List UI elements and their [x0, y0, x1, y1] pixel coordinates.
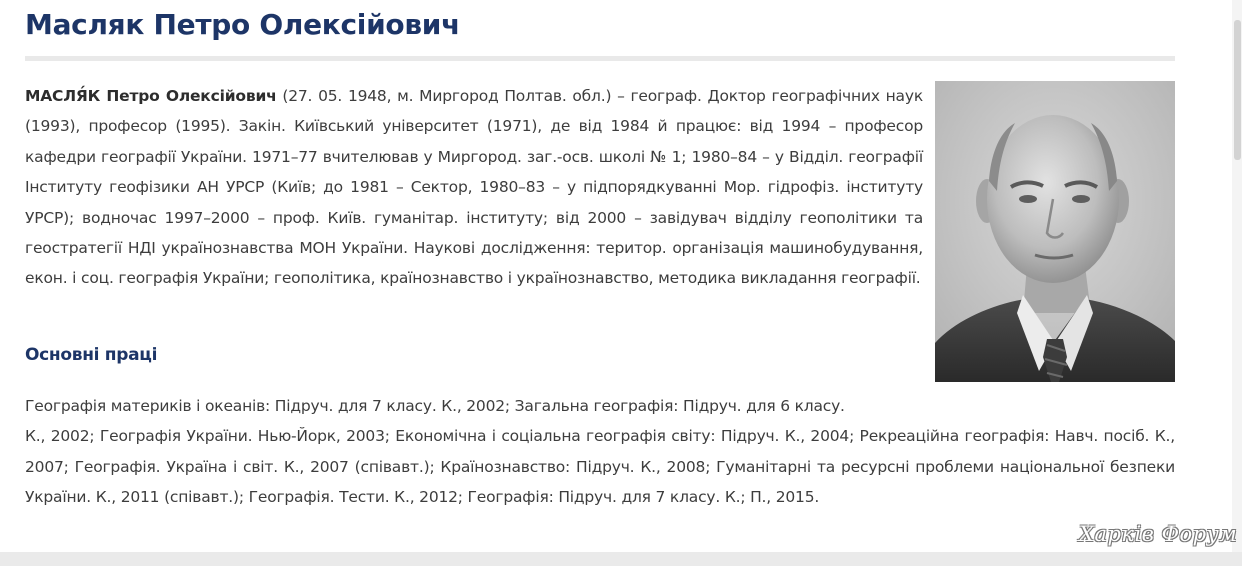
- works-list: К., 2002; Географія України. Нью-Йорк, 2003; Економічна і соціальна географія світу: Підруч. К., 2004; Рекреаційна географія: Навч. посіб. К., 2007; Географія. Україна і світ. К., 2007 (співавт.); Країнознавство: Підруч. К., 2008; Гуманітарні та ресурсні проблеми національної безпеки України. К., 2011 (співавт.); Географія. Тести. К., 2012; Географія: Підруч. для 7 класу. К.; П., 2015.: [25, 427, 1175, 506]
- title-divider: [25, 56, 1175, 61]
- works-list-first-line: Географія материків і океанів: Підруч. для 7 класу. К., 2002; Загальна географія: Підруч. для 6 класу.: [25, 397, 845, 415]
- bio-text: (27. 05. 1948, м. Миргород Полтав. обл.) – географ. Доктор географічних наук (1993), професор (1995). Закін. Київський університет (1971), де від 1984 й працює: від 1994 – професор кафедри географії України. 1971–77 вчителював у Миргород. заг.-осв. школі № 1; 1980–84 – у Відділ. географії Інституту геофізики АН УРСР (Київ; до 1981 – Сектор, 1980–83 – у підпорядкуванні Мор. гідрофіз. інституту УРСР); водночас 1997–2000 – проф. Київ. гуманітар. інституту; від 2000 – завідувач відділу геополітики та геостратегії НДІ українознавства МОН України. Наукові дослідження: територ. організація машинобудування, екон. і соц. географія України; геополітика, країнознавство і українознавство, методика викладання географії.: [25, 87, 923, 288]
- watermark-logo: Харків Форум: [1079, 522, 1238, 546]
- bio-name: МАСЛЯ́К Петро Олексійович: [25, 87, 277, 105]
- footer-band: [0, 552, 1242, 566]
- portrait-photo: [935, 81, 1175, 382]
- scrollbar-thumb[interactable]: [1234, 20, 1241, 160]
- page-title: Масляк Петро Олексійович: [25, 8, 460, 41]
- works-heading: Основні праці: [25, 345, 158, 365]
- biography-paragraph: [25, 81, 923, 294]
